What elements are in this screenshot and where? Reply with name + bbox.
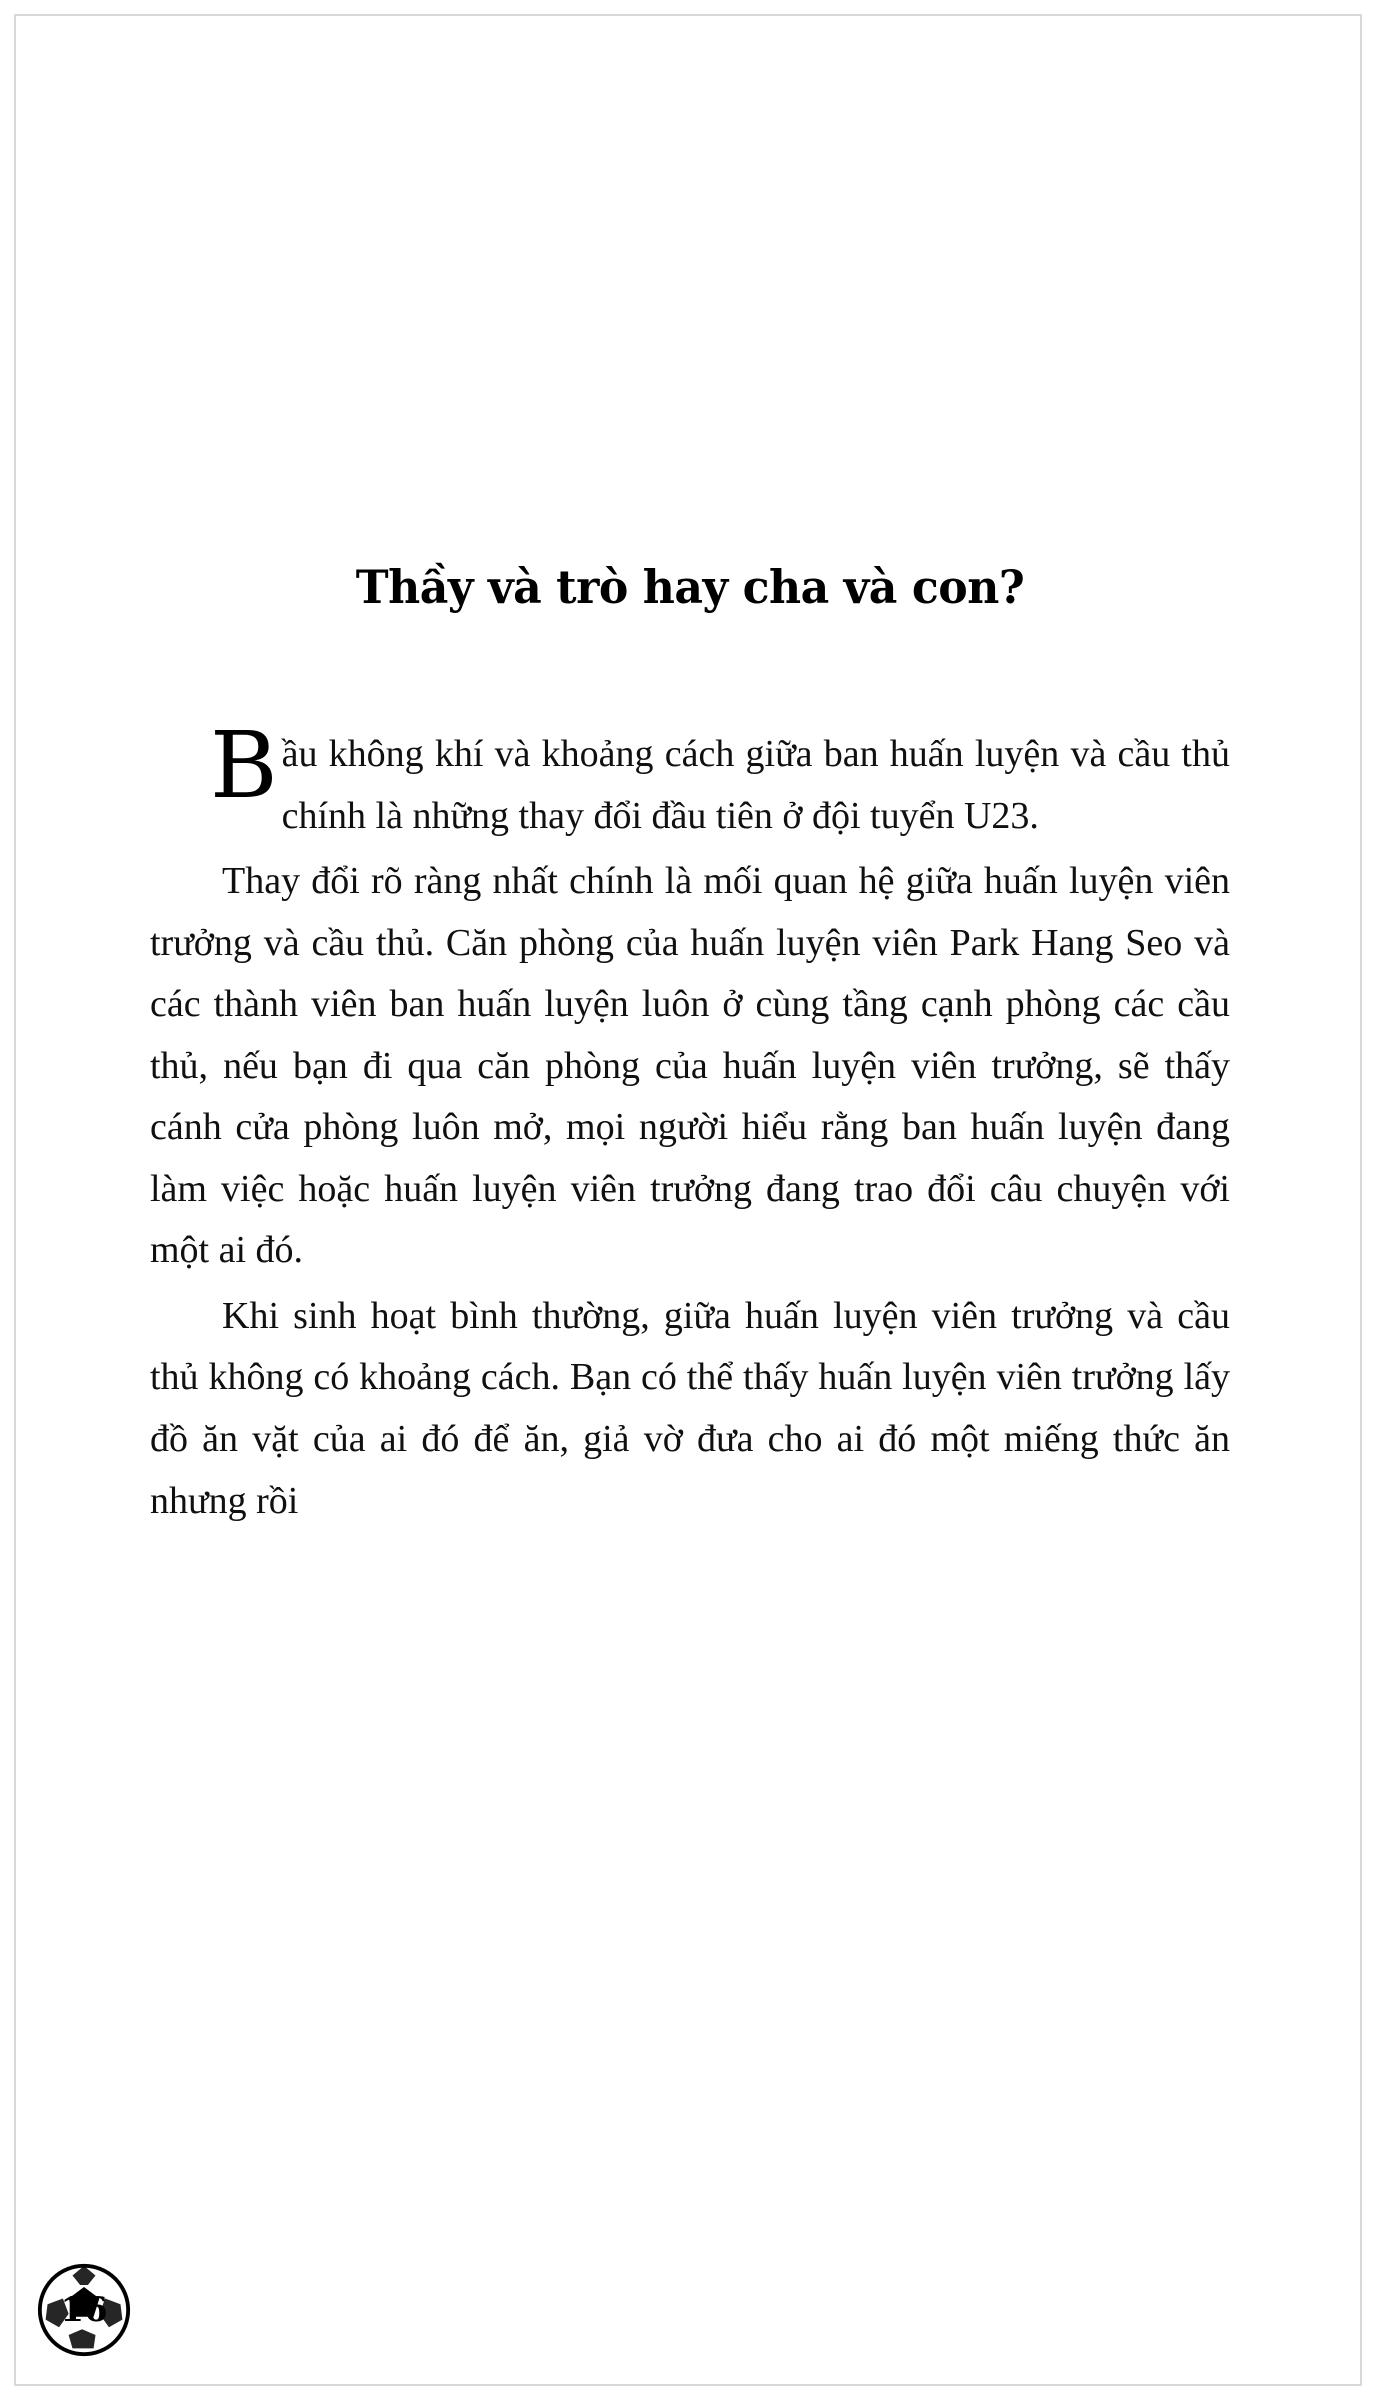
- paragraph-3: Khi sinh hoạt bình thường, giữa huấn luyện viên trưởng và cầu thủ không có khoảng cách. Bạn có thể thấy huấn luyện viên trưởng lấy đồ ăn vặt của ai đó để ăn, giả vờ đưa cho ai đó một miếng thức ăn nhưng rồi: [150, 1294, 1230, 1522]
- page-content: [150, 560, 1230, 1532]
- drop-cap: B: [210, 712, 278, 819]
- paragraph-1-text: ầu không khí và khoảng cách giữa ban huấn luyện và cầu thủ chính là những thay đổi đầu tiên ở đội tuyển U23.: [281, 733, 1230, 837]
- page-footer: [36, 2262, 132, 2358]
- paragraph-1: [150, 712, 1230, 847]
- page-title: Thầy và trò hay cha và con?: [355, 560, 1025, 614]
- paragraph-2: Thay đổi rõ ràng nhất chính là mối quan hệ giữa huấn luyện viên trưởng và cầu thủ. Căn phòng của huấn luyện viên Park Hang Seo và các thành viên ban huấn luyện luôn ở cùng tầng cạnh phòng các cầu thủ, nếu bạn đi qua căn phòng của huấn luyện viên trưởng, sẽ thấy cánh cửa phòng luôn mở, mọi người hiểu rằng ban huấn luyện đang làm việc hoặc huấn luyện viên trưởng đang trao đổi câu chuyện với một ai đó.: [150, 860, 1230, 1272]
- page-number: 16: [60, 2290, 108, 2330]
